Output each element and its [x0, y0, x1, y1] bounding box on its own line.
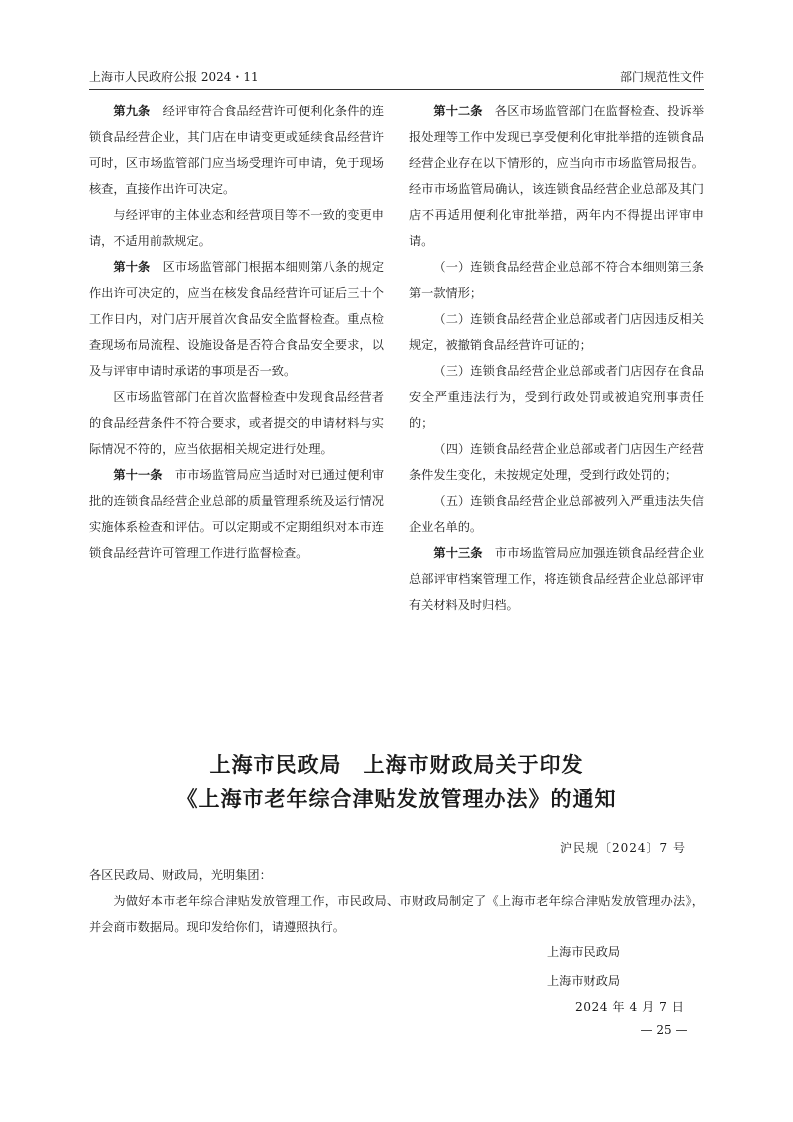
signatory-civil-affairs: 上海市民政局 — [547, 945, 621, 959]
article-text: 与经评审的主体业态和经营项目等不一致的变更申请，不适用前款规定。 — [89, 208, 384, 248]
notice-title — [0, 748, 793, 816]
article-text: （四）连锁食品经营企业总部或者门店因生产经营条件发生变化，未按规定处理，受到行政处罚的； — [409, 442, 704, 482]
article-text: （二）连锁食品经营企业总部或者门店因违反相关规定，被撤销食品经营许可证的； — [409, 312, 704, 352]
document-number: 沪民规〔2024〕7 号 — [560, 841, 686, 855]
article-label: 第十一条 — [113, 468, 163, 482]
issue-date: 2024 年 4 月 7 日 — [575, 1000, 685, 1014]
left-column — [89, 98, 384, 566]
article-text: 区市场监管部门在首次监督检查中发现食品经营者的食品经营条件不符合要求，或者提交的申请材料与实际情况不符的，应当依据相关规定进行处理。 — [89, 390, 384, 456]
article-text: （一）连锁食品经营企业总部不符合本细则第三条第一款情形； — [409, 260, 704, 300]
article-text: 市市场监管局应加强连锁食品经营企业总部评审档案管理工作，将连锁食品经营企业总部评审有关材料及时归档。 — [409, 546, 705, 612]
article-paragraph — [409, 540, 704, 618]
article-paragraph — [409, 98, 704, 254]
publication-title: 上海市人民政府公报 2024・11 — [89, 70, 259, 84]
notice-body — [89, 862, 704, 940]
article-paragraph — [89, 202, 384, 254]
addressee: 各区民政局、财政局，光明集团： — [89, 868, 272, 882]
article-text: （三）连锁食品经营企业总部或者门店因存在食品安全严重违法行为，受到行政处罚或被追究刑事责任的； — [409, 364, 704, 430]
page-number: — 25 — — [640, 1023, 688, 1037]
list-item — [409, 436, 704, 488]
header-divider — [89, 89, 704, 90]
article-paragraph — [89, 254, 384, 384]
notice-title-line-2: 《上海市老年综合津贴发放管理办法》的通知 — [176, 787, 617, 811]
article-text: 区市场监管部门根据本细则第八条的规定作出许可决定的，应当在核发食品经营许可证后三十个工作日内，对门店开展首次食品安全监督检查。重点检查现场布局流程、设施设备是否符合食品安全要求，以及与评审申请时承诺的事项是否一致。 — [89, 260, 385, 378]
section-label: 部门规范性文件 — [619, 70, 704, 84]
article-label: 第十条 — [113, 260, 151, 274]
article-text: 经评审符合食品经营许可便利化条件的连锁食品经营企业，其门店在申请变更或延续食品经营许可时，区市场监管部门应当场受理许可申请，免于现场核查，直接作出许可决定。 — [89, 104, 385, 196]
article-text: 各区市场监管部门在监督检查、投诉举报处理等工作中发现已享受便利化审批举措的连锁食品经营企业存在以下情形的，应当向市市场监管局报告。经市市场监管局确认，该连锁食品经营企业总部及其门店不再适用便利化审批举措，两年内不得提出评审申请。 — [409, 104, 705, 248]
list-item — [409, 306, 704, 358]
article-label: 第九条 — [113, 104, 151, 118]
notice-title-line-1: 上海市民政局 上海市财政局关于印发 — [209, 753, 584, 777]
article-paragraph — [89, 462, 384, 566]
article-label: 第十二条 — [433, 104, 483, 118]
right-column — [409, 98, 704, 618]
notice-paragraph: 为做好本市老年综合津贴发放管理工作，市民政局、市财政局制定了《上海市老年综合津贴发放管理办法》，并会商市数据局。现印发给你们，请遵照执行。 — [89, 894, 704, 934]
list-item — [409, 254, 704, 306]
running-header — [89, 67, 704, 87]
article-paragraph — [89, 384, 384, 462]
article-paragraph — [89, 98, 384, 202]
list-item — [409, 358, 704, 436]
article-text: 市市场监管局应当适时对已通过便利审批的连锁食品经营企业总部的质量管理系统及运行情况实施体系检查和评估。可以定期或不定期组织对本市连锁食品经营许可管理工作进行监督检查。 — [89, 468, 385, 560]
list-item — [409, 488, 704, 540]
article-label: 第十三条 — [433, 546, 483, 560]
article-text: （五）连锁食品经营企业总部被列入严重违法失信企业名单的。 — [409, 494, 704, 534]
signatory-finance: 上海市财政局 — [547, 974, 621, 988]
